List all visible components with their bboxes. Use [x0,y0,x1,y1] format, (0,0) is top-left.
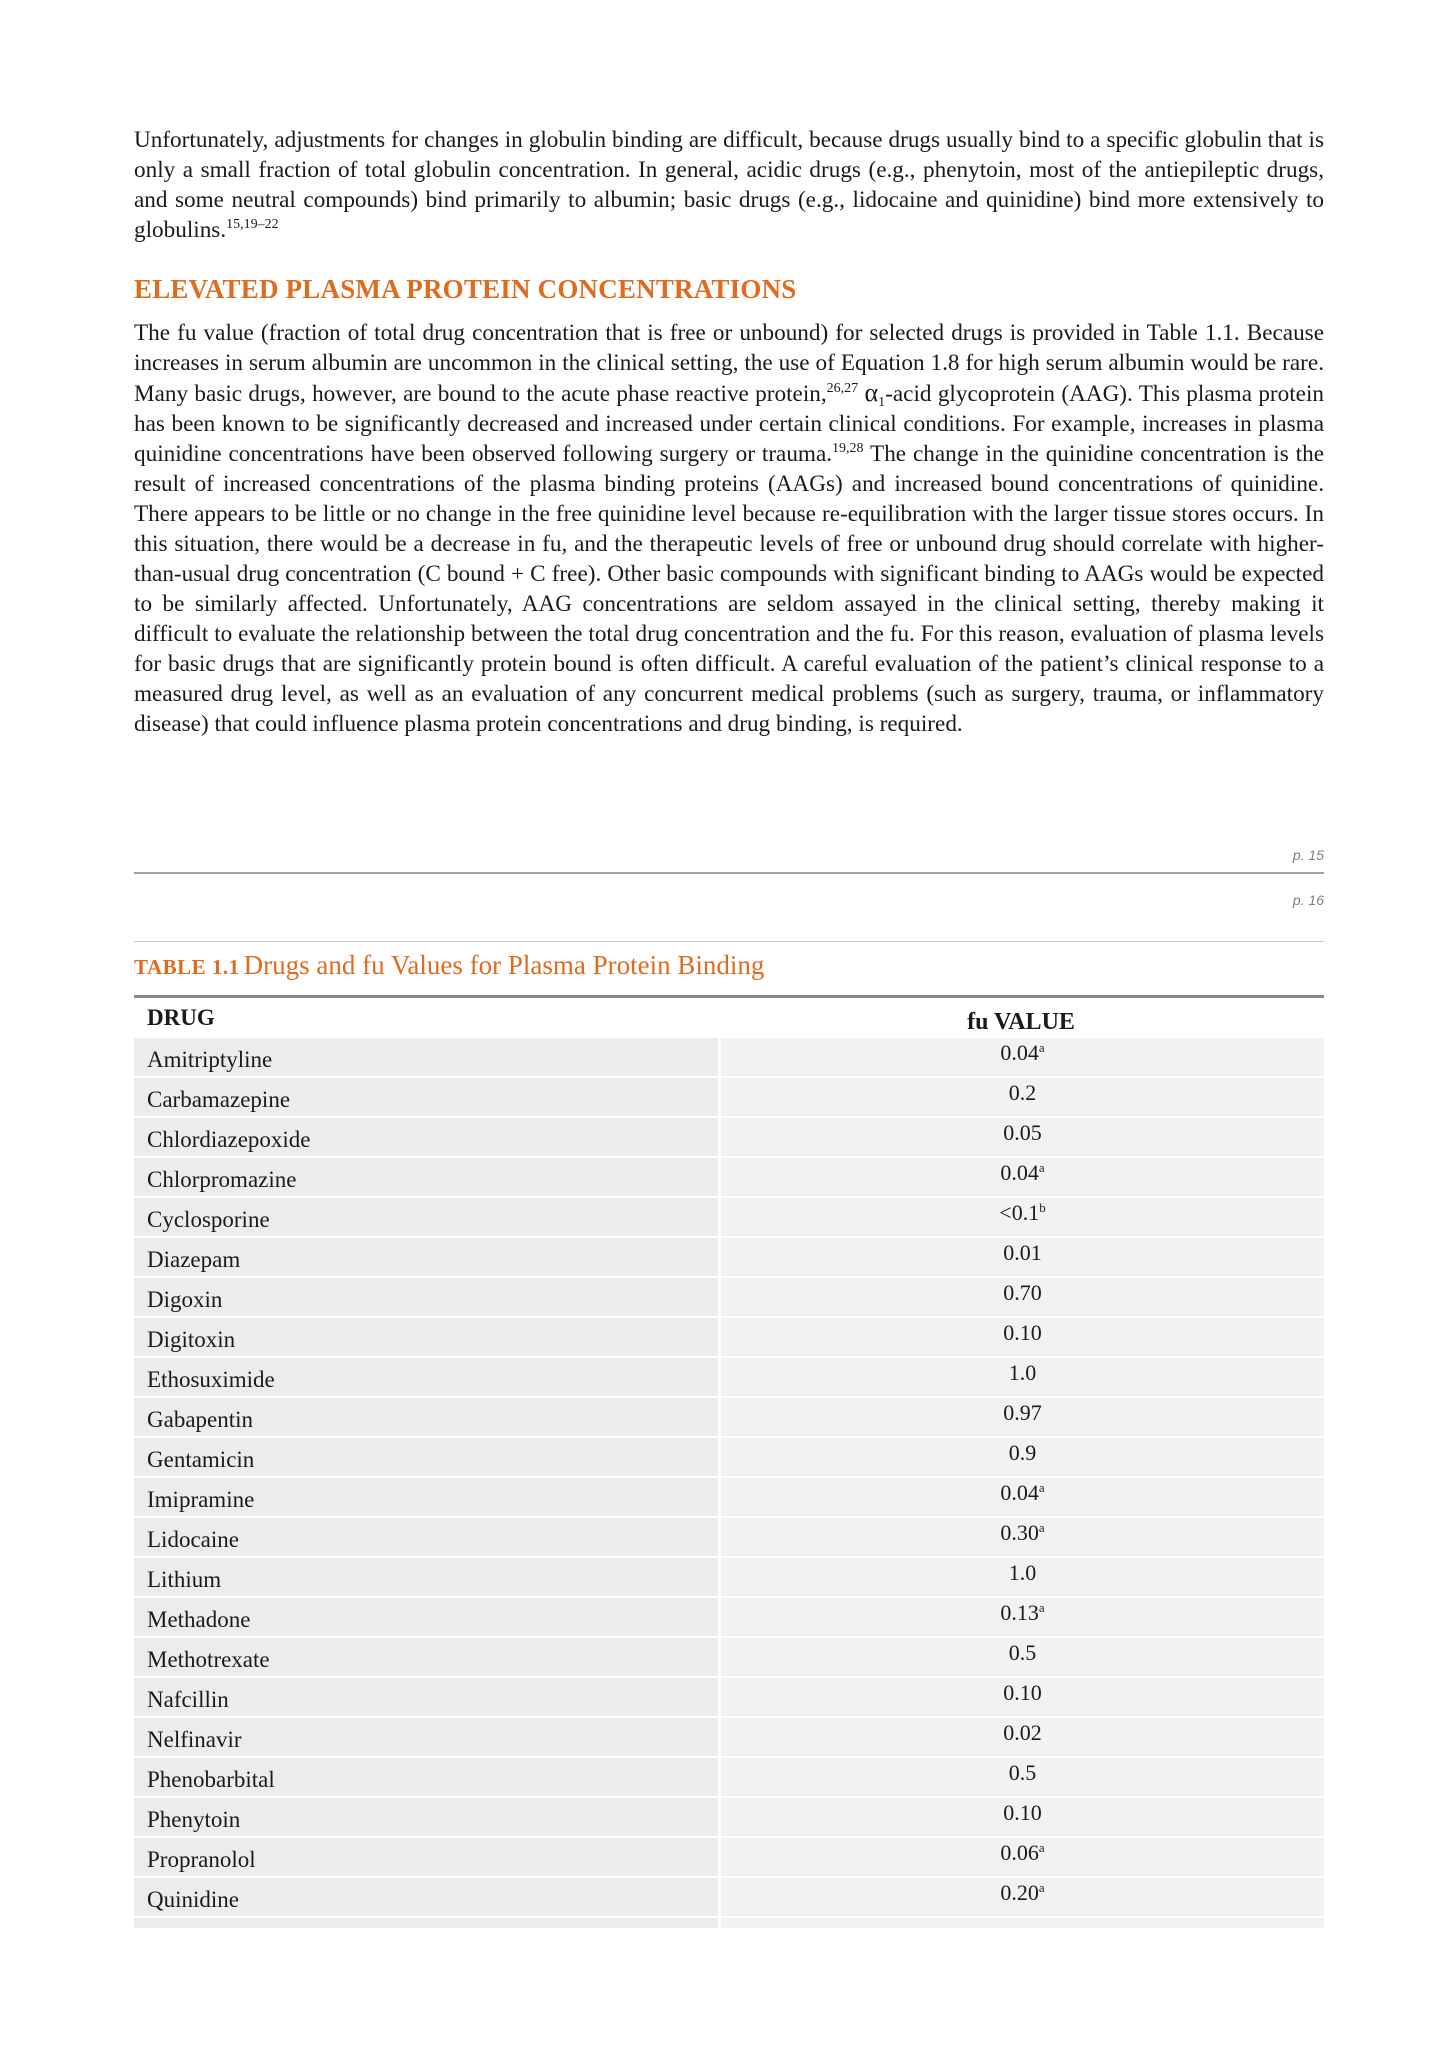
fu-value-cell [718,1118,1324,1158]
paragraph-text-part2: -acid glycoprotein (AAG). This plasma protein has been known to be significantly decreased and increased under certain clinical conditions. For example, increases in plasma quinidine concentrations have been observed following surgery or trauma. [134,381,1325,467]
fu-value-cell [718,1198,1324,1238]
drug-name-cell: Imipramine [134,1478,718,1518]
footnote-marker: a [1038,1520,1045,1535]
fu-value-cell [718,1358,1324,1398]
fu-value: 0.5 [1008,1640,1037,1665]
table-row [134,1438,1324,1478]
drug-name-cell: Digoxin [134,1278,718,1318]
fu-value-cell [718,1318,1324,1358]
drug-name-cell: Methotrexate [134,1638,718,1678]
table-continuation-row [134,1918,1324,1928]
drug-name-cell: Lidocaine [134,1518,718,1558]
fu-value: 0.10 [1003,1320,1042,1345]
table-row [134,1318,1324,1358]
fu-value: 1.0 [1008,1560,1037,1585]
drug-name-cell: Ethosuximide [134,1358,718,1398]
fu-value-cell [718,1478,1324,1518]
fu-value: 0.04 [1000,1480,1039,1505]
fu-value: 0.05 [1003,1120,1042,1145]
fu-value: 0.13 [1000,1600,1039,1625]
fu-value: 0.5 [1008,1760,1037,1785]
paragraph-text: Unfortunately, adjustments for changes in globulin binding are difficult, because drugs usually bind to a specific globulin that is only a small fraction of total globulin concentration. In general, acidic drugs (e.g., phenytoin, most of the antiepileptic drugs, and some neutral compounds) bind primarily to albumin; basic drugs (e.g., lidocaine and quinidine) bind more extensively to globulins. [134,127,1324,243]
fu-value: 0.04 [1000,1160,1039,1185]
fu-value-cell [718,1758,1324,1798]
paragraph-fu-value [134,318,1324,739]
fu-value-cell [718,1438,1324,1478]
fu-value: <0.1 [999,1200,1040,1225]
drug-name-cell: Phenobarbital [134,1758,718,1798]
drug-name-cell: Chlordiazepoxide [134,1118,718,1158]
table-label: TABLE 1.1 [134,955,240,979]
fu-value-cell [718,1518,1324,1558]
fu-value: 0.06 [1000,1840,1039,1865]
table-row [134,1798,1324,1838]
alpha-symbol: α [864,378,879,407]
drug-name-cell: Digitoxin [134,1318,718,1358]
fu-value: 0.2 [1008,1080,1037,1105]
fu-value-cell [718,1158,1324,1198]
fu-value: 0.04 [1000,1040,1039,1065]
table-row [134,1358,1324,1398]
footnote-marker: b [1039,1200,1046,1215]
paragraph-text-part1: The fu value (fraction of total drug concentration that is free or unbound) for selected drugs is provided in Table 1.1. Because increases in serum albumin are uncommon in the clinical setting, the use of Equation 1.8 for high serum albumin would be rare. Many basic drugs, however, are bound to the acute phase reactive protein, [134,320,1324,407]
footnote-marker: a [1038,1040,1045,1055]
fu-value: 0.20 [1000,1880,1039,1905]
footnote-marker: a [1038,1880,1045,1895]
page-marker-start: p. 16 [1292,892,1324,908]
fu-value-cell [718,1878,1324,1918]
drug-name-cell: Nafcillin [134,1678,718,1718]
fu-value-cell [718,1638,1324,1678]
fu-value-cell [718,1078,1324,1118]
drug-name-cell: Phenytoin [134,1798,718,1838]
fu-value-cell [718,1558,1324,1598]
paragraph-text-part3: The change in the quinidine concentration is the result of increased concentrations of the plasma binding proteins (AAGs) and increased bound concentrations of quinidine. There appears to be little or no change in the free quinidine level because re-equilibration with the larger tissue stores occurs. In this situation, there would be a decrease in fu, and the therapeutic levels of free or unbound drug should correlate with higher-than-usual drug concentration (C bound + C free). Other basic compounds with significant binding to AAGs would be expected to be similarly affected. Unfortunately, AAG concentrations are seldom assayed in the clinical setting, thereby making it difficult to evaluate the relationship between the total drug concentration and the fu. For this reason, evaluation of plasma levels for basic drugs that are significantly protein bound is often difficult. A careful evaluation of the patient’s clinical response to a measured drug level, as well as an evaluation of any concurrent medical problems (such as surgery, trauma, or inflammatory disease) that could influence plasma protein concentrations and drug binding, is required. [134,441,1324,737]
fu-value: 0.70 [1003,1280,1042,1305]
fu-value-cell [718,1798,1324,1838]
table-header-row [134,998,1324,1038]
alpha-subscript: 1 [878,395,886,410]
footnote-marker: a [1038,1840,1045,1855]
table-row [134,1038,1324,1078]
fu-value: 0.10 [1003,1680,1042,1705]
table-row [134,1478,1324,1518]
drug-name-cell: Amitriptyline [134,1038,718,1078]
table-row [134,1078,1324,1118]
drug-name-cell: Carbamazepine [134,1078,718,1118]
section-heading-wrap [134,274,1324,305]
drug-name-cell: Nelfinavir [134,1718,718,1758]
header-drug: DRUG [147,1005,215,1030]
fu-value: 0.01 [1003,1240,1042,1265]
table-row [134,1878,1324,1918]
footnote-marker: a [1038,1480,1045,1495]
section-heading: ELEVATED PLASMA PROTEIN CONCENTRATIONS [134,274,797,304]
drug-name-cell: Propranolol [134,1838,718,1878]
table-row [134,1838,1324,1878]
fu-value-cell [718,1678,1324,1718]
table-row [134,1398,1324,1438]
fu-value: 0.02 [1003,1720,1042,1745]
fu-value: 0.10 [1003,1800,1042,1825]
drug-name-cell: Lithium [134,1558,718,1598]
table-row [134,1198,1324,1238]
paragraph-globulin-binding [134,125,1324,245]
table-row [134,1238,1324,1278]
table-row [134,1678,1324,1718]
fu-value-cell [718,1038,1324,1078]
table-row [134,1598,1324,1638]
fu-value-cell [718,1718,1324,1758]
fu-value-cell [718,1838,1324,1878]
fu-value: 0.97 [1003,1400,1042,1425]
table-row [134,1118,1324,1158]
table-row [134,1158,1324,1198]
fu-value-cell [718,1238,1324,1278]
header-fu-value: fu VALUE [967,1009,1075,1035]
fu-value-cell [718,1398,1324,1438]
table-caption [134,950,764,981]
drug-name-cell: Quinidine [134,1878,718,1918]
drug-name-cell: Cyclosporine [134,1198,718,1238]
table-row [134,1558,1324,1598]
table-body [134,1038,1324,1918]
fu-value-cell [718,1598,1324,1638]
drug-name-cell: Gentamicin [134,1438,718,1478]
fu-value: 0.30 [1000,1520,1039,1545]
fu-value: 1.0 [1008,1360,1037,1385]
page-marker-end: p. 15 [1292,847,1324,863]
citation-ref: 15,19–22 [226,217,279,232]
table-top-rule [134,941,1324,942]
drug-name-cell: Methadone [134,1598,718,1638]
citation-ref: 19,28 [832,441,864,456]
page-break-rule [134,872,1324,874]
table-row [134,1278,1324,1318]
footnote-marker: a [1038,1160,1045,1175]
table-row [134,1758,1324,1798]
drug-name-cell: Gabapentin [134,1398,718,1438]
table-row [134,1518,1324,1558]
table-row [134,1718,1324,1758]
drug-fu-table [134,995,1324,1928]
citation-ref: 26,27 [826,381,859,396]
drug-name-cell: Diazepam [134,1238,718,1278]
table-row [134,1638,1324,1678]
footnote-marker: a [1038,1600,1045,1615]
fu-value: 0.9 [1008,1440,1037,1465]
fu-value-cell [718,1278,1324,1318]
drug-name-cell: Chlorpromazine [134,1158,718,1198]
table-title: Drugs and fu Values for Plasma Protein Binding [243,950,765,980]
